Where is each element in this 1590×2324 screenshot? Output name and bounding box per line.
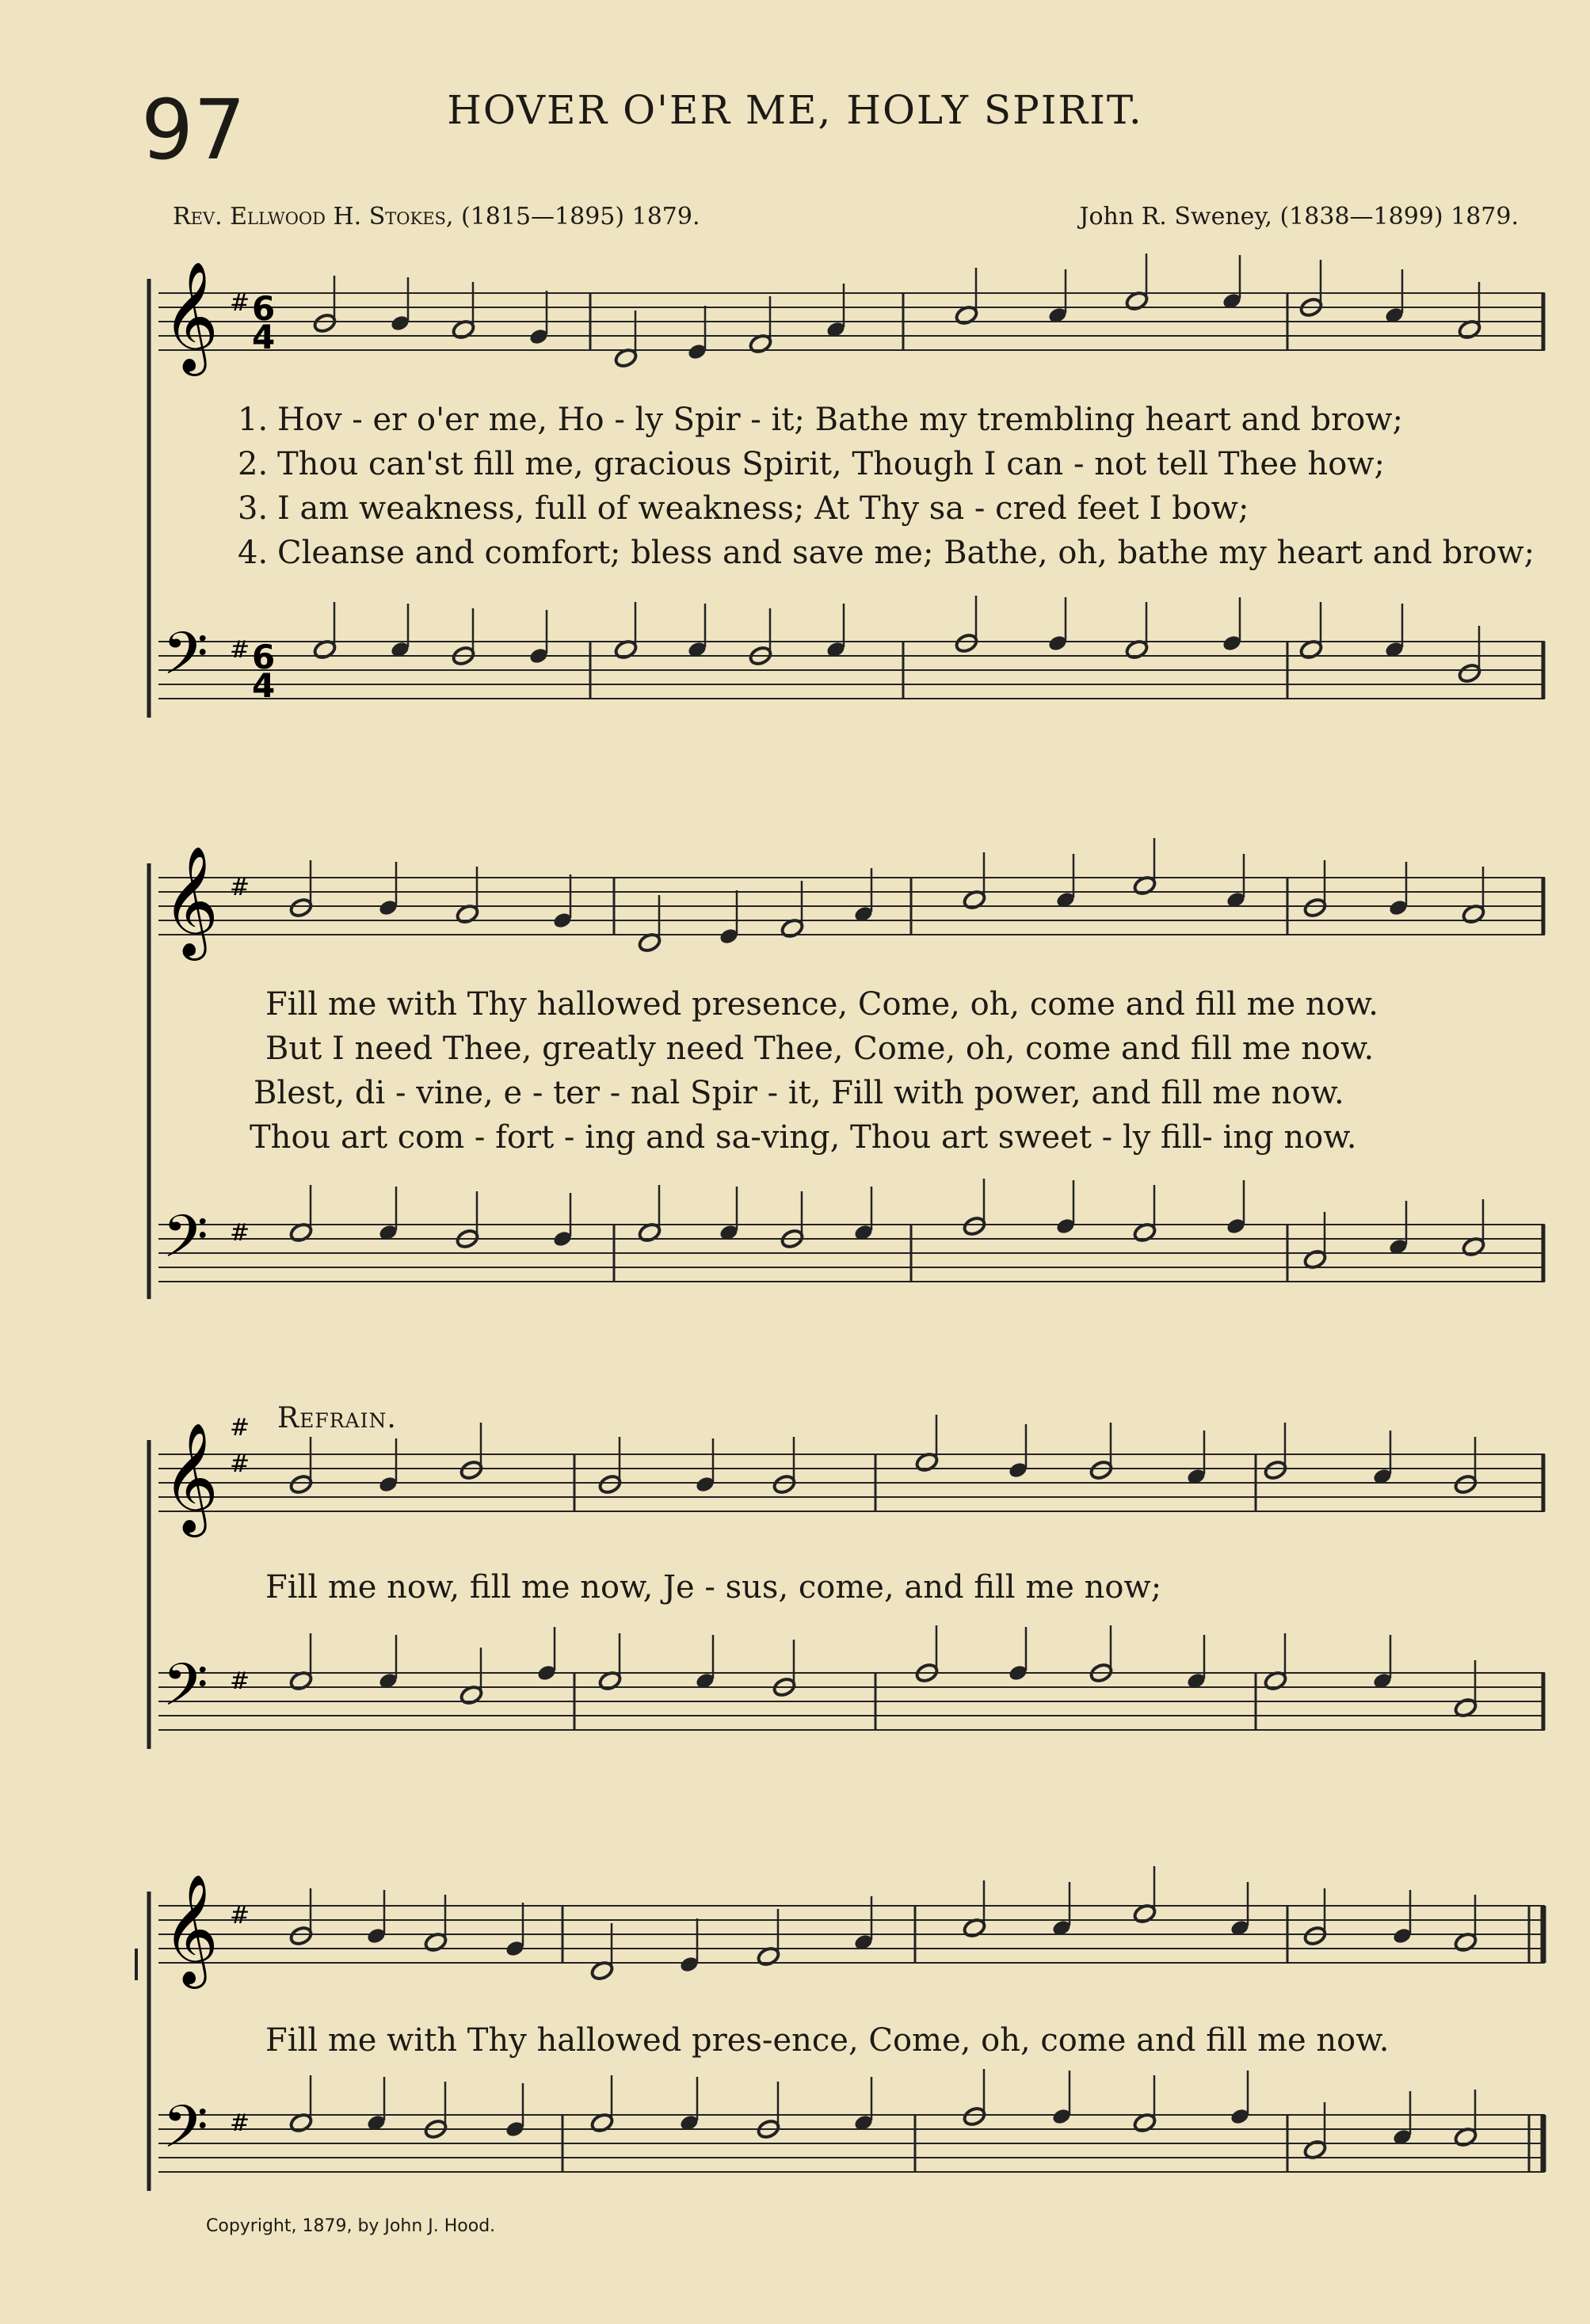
svg-text:6: 6 (252, 289, 276, 328)
verse-2-line-2: But I need Thee, greatly need Thee, Come, oh, come and fill me now. (265, 1031, 1375, 1067)
composer-credit: John R. Sweney, (1838—1899) 1879. (1079, 203, 1519, 230)
svg-text:#: # (230, 1450, 250, 1478)
refrain-line-1: Fill me now, fill me now, Je - sus, come, and fill me now; (265, 1569, 1162, 1606)
verse-4-line-2: Thou art com - fort - ing and sa-ving, Thou art sweet - ly fill- ing now. (250, 1119, 1357, 1156)
hymn-number: 97 (141, 82, 246, 178)
svg-text:𝄞: 𝄞 (162, 1423, 219, 1533)
system-2 (149, 838, 1545, 1299)
svg-text:𝄞: 𝄞 (162, 261, 219, 371)
lyricist-credit: Rev. Ellwood H. Stokes, (1815—1895) 1879. (173, 203, 700, 230)
svg-text:#: # (230, 289, 250, 317)
svg-text:𝄢: 𝄢 (162, 2093, 208, 2176)
verse-2-line-1: 2. Thou can'st fill me, gracious Spirit, Though I can - not tell Thee how; (238, 446, 1385, 482)
verse-3-line-2: Blest, di - vine, e - ter - nal Spir - it, Fill with power, and fill me now. (254, 1075, 1344, 1111)
svg-text:#: # (230, 2109, 250, 2137)
verse-1-line-2: Fill me with Thy hallowed presence, Come, oh, come and fill me now. (265, 986, 1378, 1023)
svg-text:4: 4 (252, 318, 276, 356)
copyright-notice: Copyright, 1879, by John J. Hood. (206, 2216, 496, 2236)
svg-text:𝄞: 𝄞 (162, 846, 219, 956)
svg-text:4: 4 (252, 666, 276, 705)
system-1 (149, 253, 1545, 718)
verse-3-line-1: 3. I am weakness, full of weakness; At Thy sa - cred feet I bow; (238, 490, 1249, 527)
verse-4-line-1: 4. Cleanse and comfort; bless and save me; Bathe, oh, bathe my heart and brow; (238, 535, 1535, 571)
svg-text:𝄢: 𝄢 (162, 619, 208, 703)
svg-text:#: # (230, 874, 250, 901)
svg-text:𝄞: 𝄞 (162, 1874, 219, 1984)
svg-text:6: 6 (252, 638, 276, 676)
svg-text:#: # (230, 1219, 250, 1247)
svg-text:𝄢: 𝄢 (162, 1651, 208, 1734)
svg-text:#: # (230, 636, 250, 664)
hymn-title: HOVER O'ER ME, HOLY SPIRIT. (447, 87, 1143, 133)
refrain-label: Refrain. (277, 1402, 397, 1434)
svg-text:#: # (230, 1414, 250, 1442)
verse-1-line-1: 1. Hov - er o'er me, Ho - ly Spir - it; Bathe my trembling heart and brow; (238, 402, 1403, 438)
svg-text:𝄢: 𝄢 (162, 1202, 208, 1286)
refrain-line-2: Fill me with Thy hallowed pres-ence, Come, oh, come and fill me now. (265, 2022, 1390, 2059)
svg-text:#: # (230, 1902, 250, 1930)
svg-text:#: # (230, 1667, 250, 1695)
